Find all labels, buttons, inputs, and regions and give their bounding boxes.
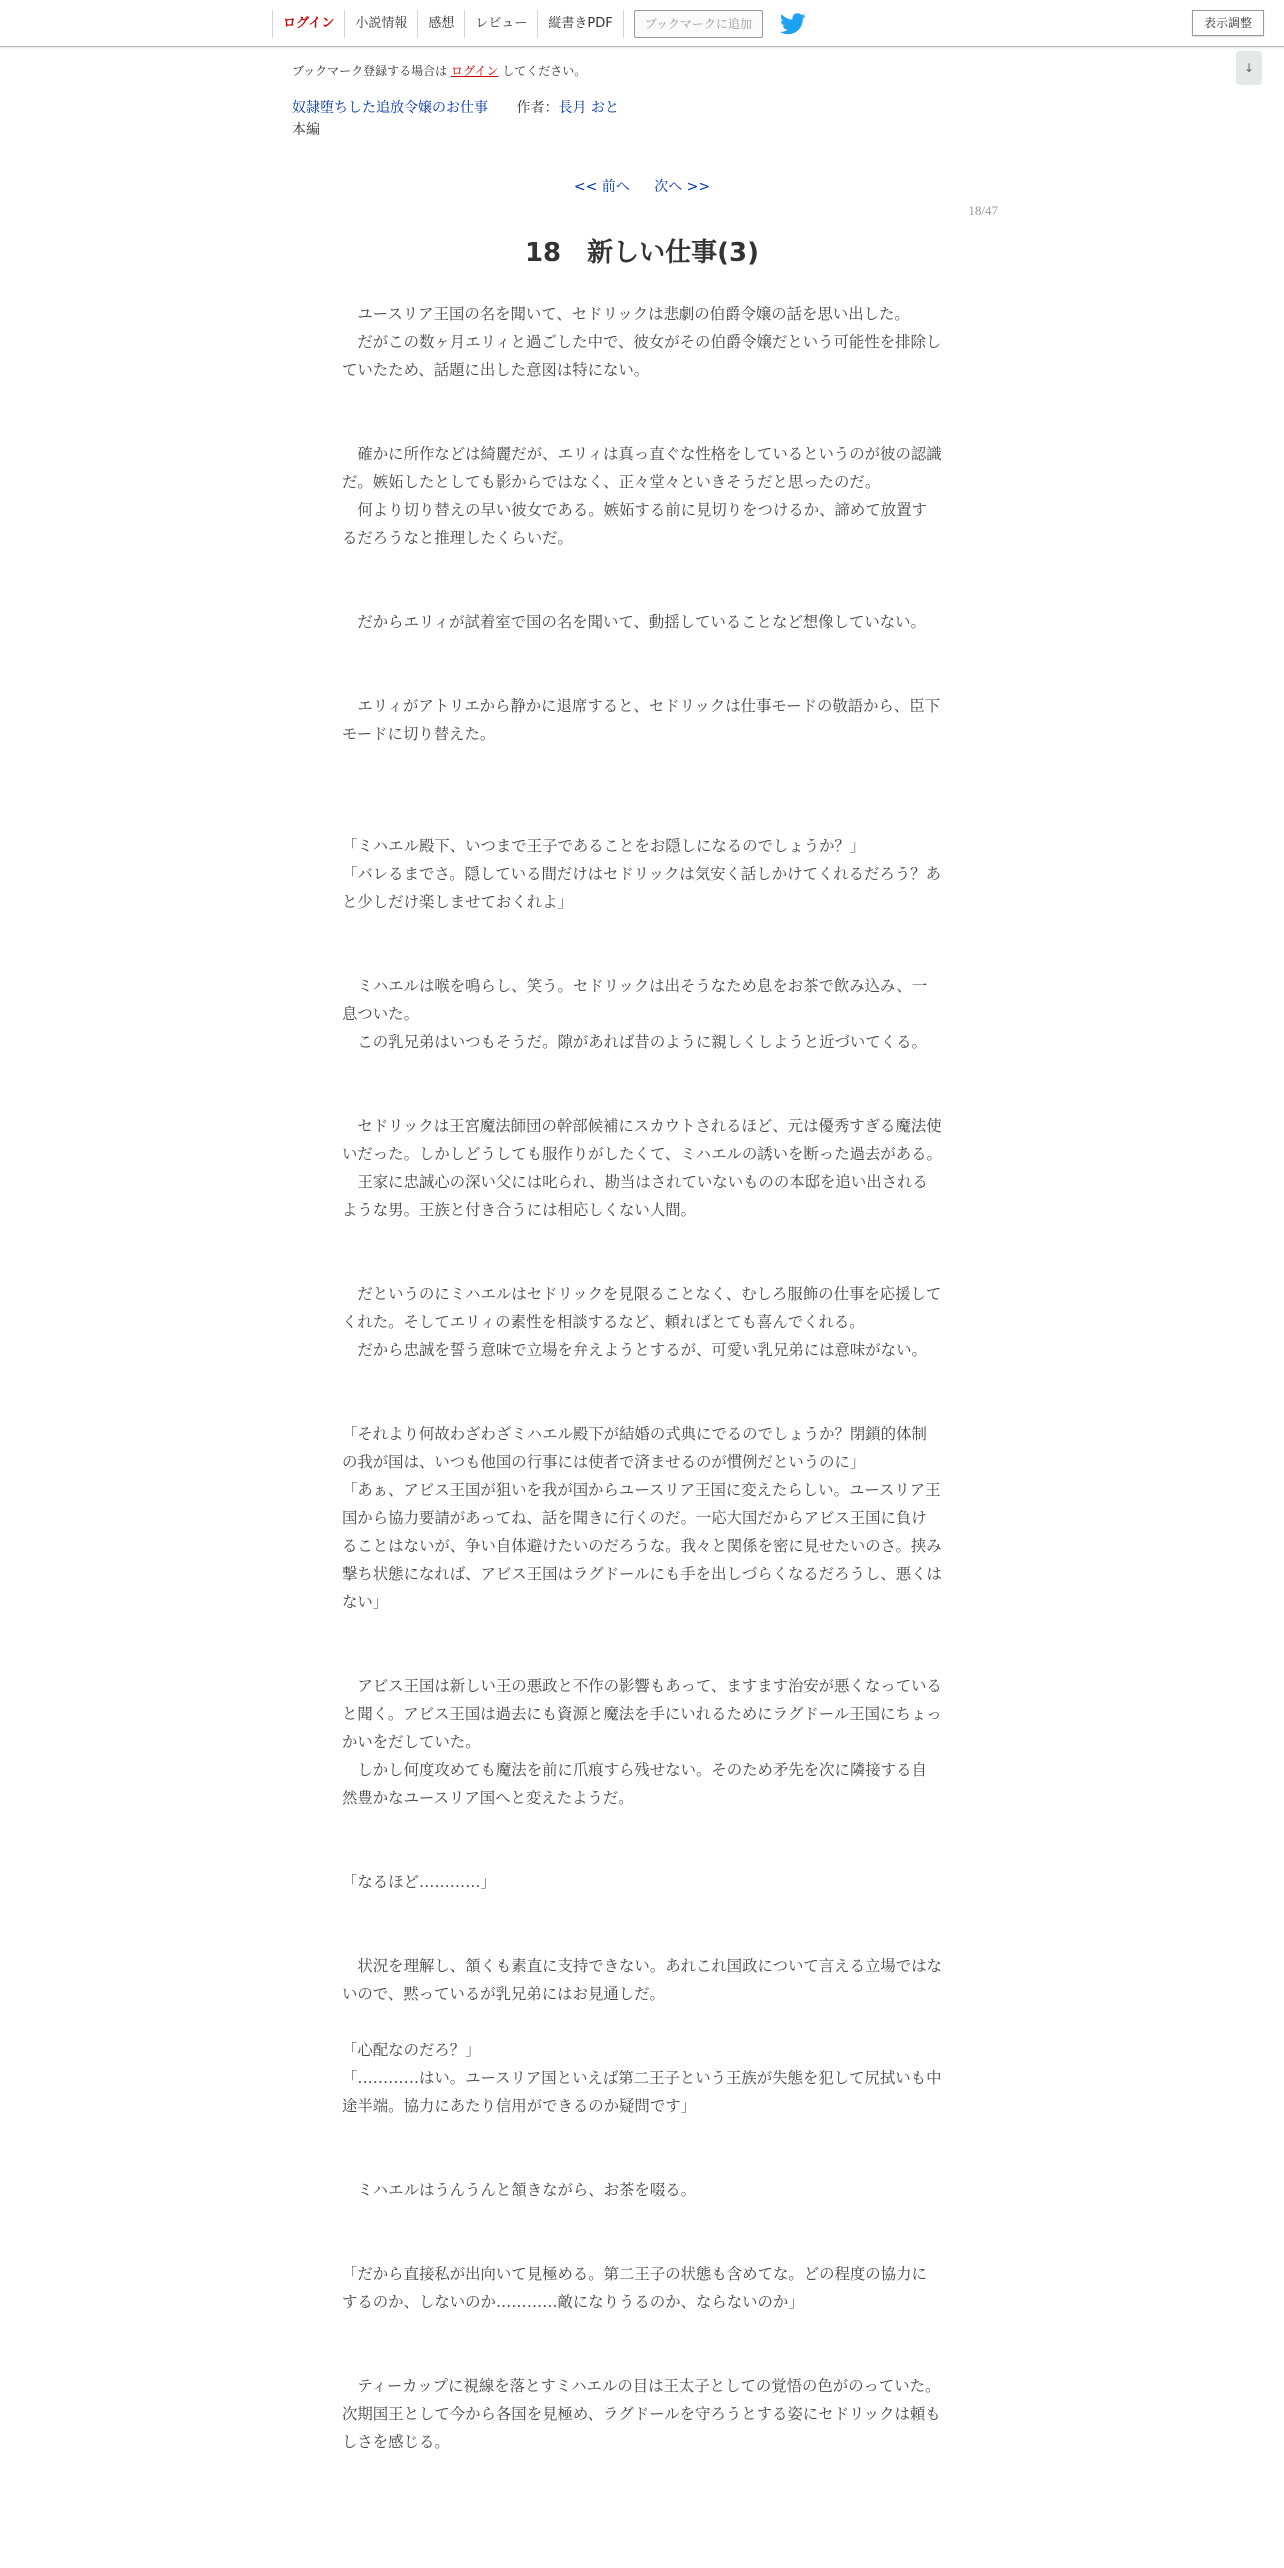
body-paragraph: ユースリア王国の名を聞いて、セドリックは悲劇の伯爵令嬢の話を思い出した。 [342, 305, 910, 323]
twitter-bird-icon-svg [780, 13, 806, 35]
body-paragraph [342, 552, 942, 580]
chapter-counter: 18/47 [968, 203, 998, 218]
body-paragraph [342, 412, 942, 440]
body-paragraph [342, 2008, 942, 2036]
twitter-bird-icon[interactable] [779, 13, 807, 35]
body-paragraph [342, 1812, 942, 1840]
body-paragraph: だがこの数ヶ月エリィと過ごした中で、彼女がその伯爵令嬢だという可能性を排除していたため、話題に出した意図は特にない。 [342, 333, 942, 379]
body-paragraph: 「…………はい。ユースリア国といえば第二王子という王族が失態を犯して尻拭いも中途半端。協力にあたり信用ができるのか疑問です」 [342, 2069, 942, 2115]
body-paragraph: セドリックは王宮魔法師団の幹部候補にスカウトされるほど、元は優秀すぎる魔法使いだった。しかしどうしても服作りがしたくて、ミハエルの誘いを断った過去がある。 [342, 1117, 942, 1163]
body-paragraph: 「それより何故わざわざミハエル殿下が結婚の式典にでるのでしょうか？閉鎖的体制の我が国は、いつも他国の行事には使者で済ませるのが慣例だというのに」 [342, 1425, 927, 1471]
login-link[interactable]: ログイン [272, 10, 344, 38]
add-bookmark-button[interactable]: ブックマークに追加 [634, 10, 763, 38]
body-paragraph: 状況を理解し、頷くも素直に支持できない。あれこれ国政について言える立場ではないので、黙っているが乳兄弟にはお見通しだ。 [342, 1957, 942, 2003]
body-paragraph: ティーカップに視線を落とすミハエルの目は王太子としての覚悟の色がのっていた。次期国王として今から各国を見極め、ラグドールを守ろうとする姿にセドリックは頼もしさを感じる。 [342, 2377, 941, 2451]
novel-body-text [342, 300, 942, 2456]
body-paragraph [342, 2120, 942, 2148]
body-paragraph: 「なるほど…………」 [342, 1873, 496, 1891]
novel-title-link[interactable]: 奴隷堕ちした追放令嬢のお仕事 [292, 100, 488, 116]
body-paragraph [342, 944, 942, 972]
body-paragraph [342, 1896, 942, 1924]
body-paragraph [342, 1364, 942, 1392]
body-paragraph [342, 776, 942, 804]
body-paragraph: だからエリィが試着室で国の名を聞いて、動揺していることなど想像していない。 [342, 613, 926, 631]
body-paragraph [342, 2148, 942, 2176]
body-paragraph: だというのにミハエルはセドリックを見限ることなく、むしろ服飾の仕事を応援してくれた。そしてエリィの素性を相談するなど、頼ればとても喜んでくれる。 [342, 1285, 942, 1331]
body-paragraph: 確かに所作などは綺麗だが、エリィは真っ直ぐな性格をしているというのが彼の認識だ。嫉妬したとしても影からではなく、正々堂々といきそうだと思ったのだ。 [342, 445, 942, 491]
body-paragraph: 「だから直接私が出向いて見極める。第二王子の状態も含めてな。どの程度の協力にするのか、しないのか…………敵になりうるのか、ならないのか」 [342, 2265, 927, 2311]
body-paragraph [342, 1252, 942, 1280]
novel-info [292, 97, 619, 141]
next-chapter-link[interactable]: 次へ >> [654, 179, 711, 195]
notice-login-link[interactable]: ログイン [451, 64, 499, 78]
body-paragraph: ミハエルは喉を鳴らし、笑う。セドリックは出そうなため息をお茶で飲み込み、一息ついた。 [342, 977, 928, 1023]
notice-suffix: してください。 [502, 64, 587, 78]
chapter-pager [0, 176, 1284, 196]
body-paragraph [342, 664, 942, 692]
body-paragraph: だから忠誠を誓う意味で立場を弁えようとするが、可愛い乳兄弟には意味がない。 [342, 1341, 927, 1359]
display-settings-button[interactable]: 表示調整 [1192, 10, 1264, 36]
body-paragraph: 「ミハエル殿下、いつまで王子であることをお隠しになるのでしょうか？」 [342, 837, 866, 855]
chapter-title: 18 新しい仕事(3) [524, 238, 760, 268]
body-paragraph: 「心配なのだろ？」 [342, 2041, 481, 2059]
body-paragraph [342, 1056, 942, 1084]
body-paragraph [342, 1644, 942, 1672]
body-paragraph: ミハエルはうんうんと頷きながら、お茶を啜る。 [342, 2181, 696, 2199]
body-paragraph [342, 1616, 942, 1644]
novel-info-link[interactable]: 小説情報 [344, 10, 417, 38]
body-paragraph [342, 1084, 942, 1112]
body-paragraph [342, 2344, 942, 2372]
notice-prefix: ブックマーク登録する場合は [292, 64, 448, 78]
body-paragraph: しかし何度攻めても魔法を前に爪痕すら残せない。そのため矛先を次に隣接する自然豊かなユースリア国へと変えたようだ。 [342, 1761, 927, 1807]
top-navigation-bar [0, 0, 1284, 47]
chapter-group-label: 本編 [292, 122, 320, 138]
body-paragraph [342, 2204, 942, 2232]
scroll-down-button[interactable]: ↓ [1236, 51, 1262, 85]
body-paragraph [342, 804, 942, 832]
body-paragraph [342, 1924, 942, 1952]
body-paragraph [342, 580, 942, 608]
body-paragraph [342, 636, 942, 664]
body-paragraph [342, 2232, 942, 2260]
bookmark-login-notice [292, 62, 586, 79]
body-paragraph [342, 2316, 942, 2344]
body-paragraph: エリィがアトリエから静かに退席すると、セドリックは仕事モードの敬語から、臣下モードに切り替えた。 [342, 697, 941, 743]
review-link[interactable]: レビュー [464, 10, 537, 38]
main-nav [272, 9, 807, 39]
body-paragraph: 「あぁ、アビス王国が狙いを我が国からユースリア王国に変えたらしい。ユースリア王国から協力要請があってね、話を聞きに行くのだ。一応大国だからアビス王国に負けることはないが、争い自体避けたいのだろうな。我々と関係を密に見せたいのさ。挟み撃ち状態になれば、アビス王国はラグドールにも手を出しづらくなるだろうし、悪くはない」 [342, 1481, 942, 1611]
body-paragraph [342, 916, 942, 944]
body-paragraph: 何より切り替えの早い彼女である。嫉妬する前に見切りをつけるか、諦めて放置するだろうなと推理したくらいだ。 [342, 501, 927, 547]
prev-chapter-link[interactable]: << 前へ [573, 179, 630, 195]
body-paragraph [342, 748, 942, 776]
body-paragraph [342, 1224, 942, 1252]
author-label: 作者： [516, 100, 559, 116]
body-paragraph: この乳兄弟はいつもそうだ。隙があれば昔のように親しくしようと近づいてくる。 [342, 1033, 927, 1051]
body-paragraph [342, 384, 942, 412]
body-paragraph [342, 1392, 942, 1420]
body-paragraph: アビス王国は新しい王の悪政と不作の影響もあって、ますます治安が悪くなっていると聞く。アビス王国は過去にも資源と魔法を手にいれるためにラグドール王国にちょっかいをだしていた。 [342, 1677, 942, 1751]
body-paragraph: 王家に忠誠心の深い父には叱られ、勘当はされていないものの本邸を追い出されるような男。王族と付き合うには相応しくない人間。 [342, 1173, 928, 1219]
impressions-link[interactable]: 感想 [417, 10, 464, 38]
author-link[interactable]: 長月 おと [558, 100, 619, 116]
body-paragraph: 「バレるまでさ。隠している間だけはセドリックは気安く話しかけてくれるだろう？あと少しだけ楽しませておくれよ」 [342, 865, 942, 911]
vertical-pdf-link[interactable]: 縦書きPDF [537, 10, 623, 38]
body-paragraph [342, 1840, 942, 1868]
